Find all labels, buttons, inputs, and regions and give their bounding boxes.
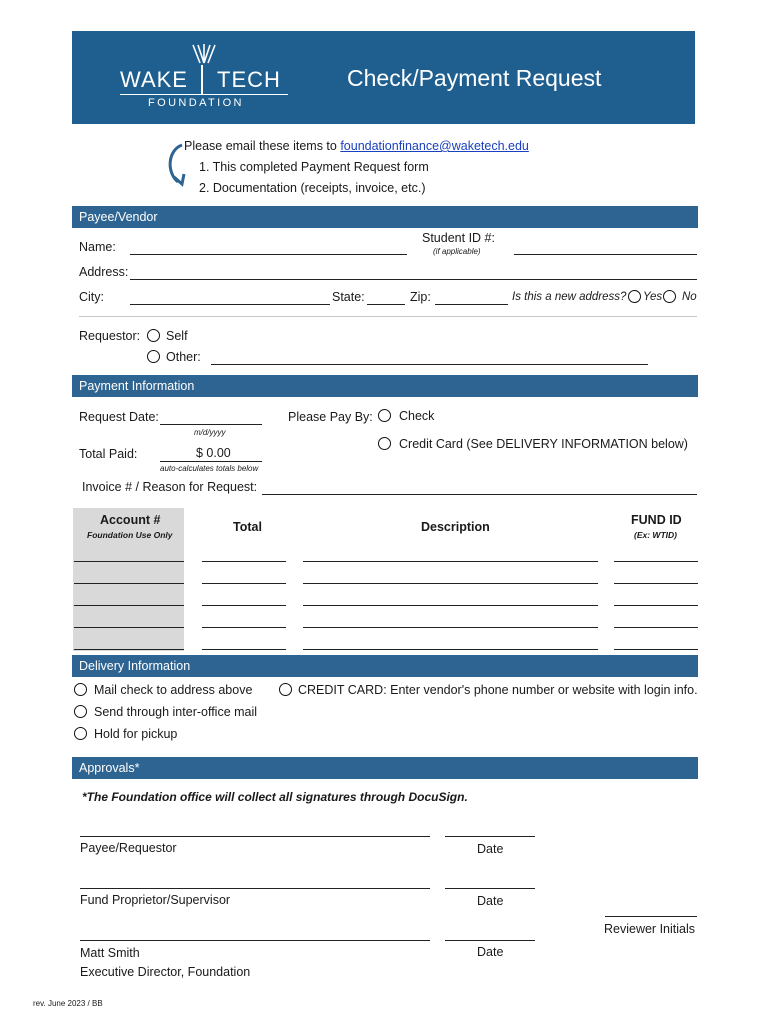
- name-label: Name:: [79, 240, 116, 254]
- name-field[interactable]: [130, 254, 407, 255]
- pay-by-credit-card-radio[interactable]: [378, 437, 391, 450]
- payee-requestor-label: Payee/Requestor: [80, 841, 177, 855]
- yes-label: Yes: [643, 291, 663, 303]
- divider: [79, 316, 697, 317]
- state-field[interactable]: [367, 304, 405, 305]
- delivery-credit-card-label: CREDIT CARD: Enter vendor's phone number or website with login info.: [298, 683, 698, 697]
- address-field[interactable]: [130, 279, 697, 280]
- email-link[interactable]: foundationfinance@waketech.edu: [340, 139, 529, 153]
- logo-foundation: FOUNDATION: [148, 97, 244, 109]
- payee-signature-line[interactable]: [80, 836, 430, 837]
- fund-id-cell-row-1[interactable]: [614, 561, 698, 562]
- fund-id-cell-row-2[interactable]: [614, 583, 698, 584]
- delivery-pickup-label: Hold for pickup: [94, 727, 178, 741]
- other-field[interactable]: [211, 364, 648, 365]
- fund-id-note: (Ex: WTID): [634, 530, 677, 540]
- delivery-pickup-radio[interactable]: [74, 727, 87, 740]
- logo-wake: WAKE: [120, 67, 188, 92]
- autocalc-note: auto-calculates totals below: [160, 464, 259, 473]
- proprietor-signature-line[interactable]: [80, 888, 430, 889]
- director-name: Matt Smith: [80, 946, 140, 960]
- description-cell-row-4[interactable]: [303, 627, 598, 628]
- fund-id-cell-row-5[interactable]: [614, 649, 698, 650]
- total-paid-label: Total Paid:: [79, 447, 138, 461]
- other-label: Other:: [166, 350, 201, 364]
- zip-field[interactable]: [435, 304, 508, 305]
- request-date-label: Request Date:: [79, 410, 159, 424]
- total-cell-row-1[interactable]: [202, 561, 286, 562]
- delivery-mail-radio[interactable]: [74, 683, 87, 696]
- pay-by-check-radio[interactable]: [378, 409, 391, 422]
- section-approvals: Approvals*: [72, 757, 698, 779]
- total-cell-row-5[interactable]: [202, 649, 286, 650]
- approvals-note: *The Foundation office will collect all signatures through DocuSign.: [82, 790, 468, 804]
- requestor-label: Requestor:: [79, 329, 141, 343]
- section-delivery-information: Delivery Information: [72, 655, 698, 677]
- student-id-field[interactable]: [514, 254, 697, 255]
- check-label: Check: [399, 409, 435, 423]
- fund-id-cell-row-3[interactable]: [614, 605, 698, 606]
- revision-note: rev. June 2023 / BB: [33, 999, 103, 1008]
- no-label: No: [682, 291, 697, 303]
- fund-id-cell-row-4[interactable]: [614, 627, 698, 628]
- date-label-1: Date: [477, 842, 504, 856]
- total-paid-value: $ 0.00: [196, 446, 231, 460]
- delivery-interoffice-radio[interactable]: [74, 705, 87, 718]
- total-cell-row-2[interactable]: [202, 583, 286, 584]
- description-cell-row-3[interactable]: [303, 605, 598, 606]
- instruction-item-2: 2. Documentation (receipts, invoice, etc.): [199, 181, 426, 195]
- logo-flame-icon: [190, 43, 218, 65]
- instructions-intro-line: [184, 139, 529, 153]
- student-id-note: (if applicable): [433, 247, 481, 256]
- date-label-3: Date: [477, 945, 504, 959]
- account-cell-row-3[interactable]: [74, 605, 184, 606]
- zip-label: Zip:: [410, 290, 431, 304]
- director-signature-line[interactable]: [80, 940, 430, 941]
- description-cell-row-2[interactable]: [303, 583, 598, 584]
- request-date-field[interactable]: [160, 424, 262, 425]
- total-cell-row-4[interactable]: [202, 627, 286, 628]
- new-address-no-radio[interactable]: [663, 290, 676, 303]
- state-label: State:: [332, 290, 365, 304]
- logo-rule: [120, 94, 288, 95]
- reviewer-initials-line[interactable]: [605, 916, 697, 917]
- account-cell-row-4[interactable]: [74, 627, 184, 628]
- account-note: Foundation Use Only: [87, 530, 173, 540]
- delivery-mail-label: Mail check to address above: [94, 683, 253, 697]
- account-header: Account #: [100, 513, 161, 527]
- proprietor-date-line[interactable]: [445, 888, 535, 889]
- description-cell-row-1[interactable]: [303, 561, 598, 562]
- payee-date-line[interactable]: [445, 836, 535, 837]
- address-label: Address:: [79, 265, 129, 279]
- requestor-other-radio[interactable]: [147, 350, 160, 363]
- logo-tech: TECH: [217, 67, 281, 92]
- total-header: Total: [233, 520, 262, 534]
- total-paid-field: [160, 461, 262, 462]
- reviewer-initials-label: Reviewer Initials: [604, 922, 696, 936]
- credit-card-label: Credit Card (See DELIVERY INFORMATION below): [399, 437, 688, 451]
- page-title: Check/Payment Request: [347, 65, 602, 91]
- page-header: [72, 31, 695, 124]
- director-title: Executive Director, Foundation: [80, 965, 251, 979]
- account-cell-row-2[interactable]: [74, 583, 184, 584]
- fund-id-header: FUND ID: [631, 513, 682, 527]
- new-address-question: Is this a new address?: [512, 291, 627, 303]
- delivery-credit-card-radio[interactable]: [279, 683, 292, 696]
- student-id-label: Student ID #:: [422, 231, 495, 245]
- invoice-field[interactable]: [262, 494, 697, 495]
- delivery-interoffice-label: Send through inter-office mail: [94, 705, 258, 719]
- fund-proprietor-label: Fund Proprietor/Supervisor: [80, 893, 231, 907]
- logo-divider: [201, 65, 203, 95]
- pay-by-label: Please Pay By:: [288, 410, 373, 424]
- description-cell-row-5[interactable]: [303, 649, 598, 650]
- director-date-line[interactable]: [445, 940, 535, 941]
- date-label-2: Date: [477, 894, 504, 908]
- section-payment-information: Payment Information: [72, 375, 698, 397]
- account-cell-row-1[interactable]: [74, 561, 184, 562]
- new-address-yes-radio[interactable]: [628, 290, 641, 303]
- total-cell-row-3[interactable]: [202, 605, 286, 606]
- section-payee-vendor: Payee/Vendor: [72, 206, 698, 228]
- instruction-item-1: 1. This completed Payment Request form: [199, 160, 429, 174]
- self-label: Self: [166, 329, 188, 343]
- instructions-intro: Please email these items to: [184, 139, 341, 153]
- account-cell-row-5[interactable]: [74, 649, 184, 650]
- city-label: City:: [79, 290, 104, 304]
- invoice-label: Invoice # / Reason for Request:: [82, 480, 258, 494]
- description-header: Description: [421, 520, 490, 534]
- date-format-note: m/d/yyyy: [194, 428, 226, 437]
- city-field[interactable]: [130, 304, 330, 305]
- requestor-self-radio[interactable]: [147, 329, 160, 342]
